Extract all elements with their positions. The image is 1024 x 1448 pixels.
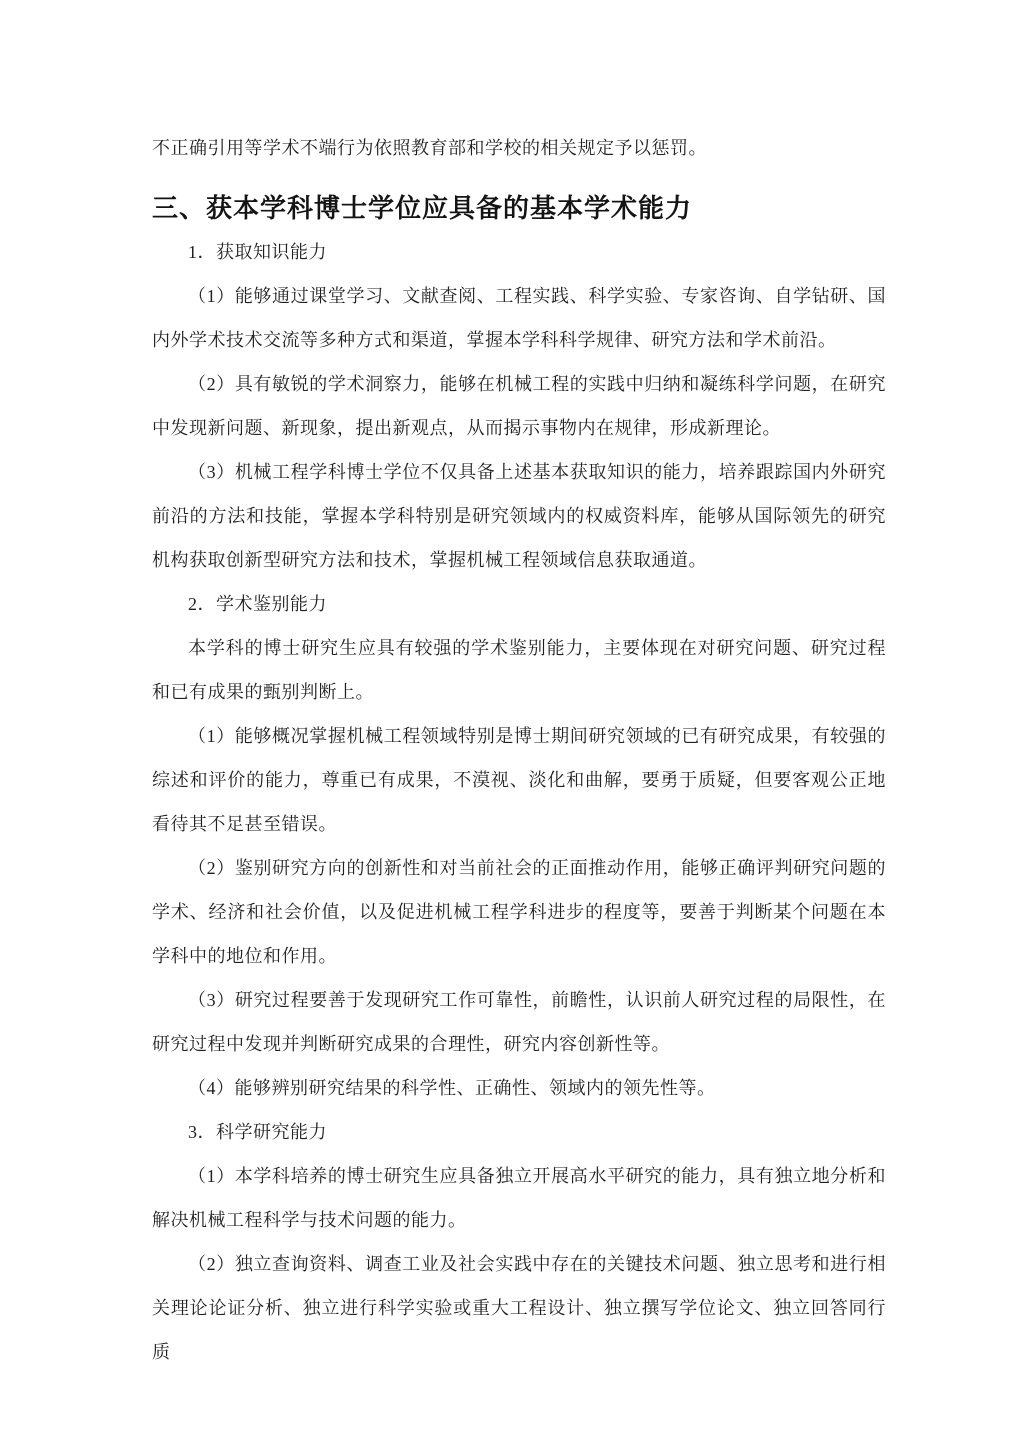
body-paragraph: （1）能够通过课堂学习、文献查阅、工程实践、科学实验、专家咨询、自学钻研、国内外学术技术交流等多种方式和渠道，掌握本学科科学规律、研究方法和学术前沿。 xyxy=(152,286,886,350)
body-paragraph: 本学科的博士研究生应具有较强的学术鉴别能力，主要体现在对研究问题、研究过程和已有成果的甄别判断上。 xyxy=(152,638,886,702)
subsection-title-2: 2．学术鉴别能力 xyxy=(188,594,327,614)
body-paragraph: （1）能够概况掌握机械工程领域特别是博士期间研究领域的已有研究成果，有较强的综述和评价的能力，尊重已有成果，不漠视、淡化和曲解，要勇于质疑，但要客观公正地看待其不足甚至错误。 xyxy=(152,726,886,834)
subsection-title-3: 3．科学研究能力 xyxy=(188,1122,327,1142)
section-heading-3: 三、获本学科博士学位应具备的基本学术能力 xyxy=(152,193,693,223)
body-paragraph: （2）具有敏锐的学术洞察力，能够在机械工程的实践中归纳和凝练科学问题，在研究中发现新问题、新现象，提出新观点，从而揭示事物内在规律，形成新理论。 xyxy=(152,374,886,438)
body-paragraph: （3）研究过程要善于发现研究工作可靠性，前瞻性，认识前人研究过程的局限性，在研究过程中发现并判断研究成果的合理性，研究内容创新性等。 xyxy=(152,990,886,1054)
body-paragraph: （2）独立查询资料、调查工业及社会实践中存在的关键技术问题、独立思考和进行相关理论论证分析、独立进行科学实验或重大工程设计、独立撰写学位论文、独立回答同行质 xyxy=(152,1254,886,1362)
body-paragraph: （1）本学科培养的博士研究生应具备独立开展高水平研究的能力，具有独立地分析和解决机械工程科学与技术问题的能力。 xyxy=(152,1166,886,1230)
body-paragraph: （2）鉴别研究方向的创新性和对当前社会的正面推动作用，能够正确评判研究问题的学术、经济和社会价值，以及促进机械工程学科进步的程度等，要善于判断某个问题在本学科中的地位和作用。 xyxy=(152,858,886,966)
subsection-title-1: 1．获取知识能力 xyxy=(188,242,327,262)
body-paragraph: （3）机械工程学科博士学位不仅具备上述基本获取知识的能力，培养跟踪国内外研究前沿的方法和技能，掌握本学科特别是研究领域内的权威资料库，能够从国际领先的研究机构获取创新型研究方法和技术，掌握机械工程领域信息获取通道。 xyxy=(152,462,886,570)
continuation-paragraph: 不正确引用等学术不端行为依照教育部和学校的相关规定予以惩罚。 xyxy=(152,138,707,158)
body-paragraph: （4）能够辨别研究结果的科学性、正确性、领域内的领先性等。 xyxy=(188,1078,716,1098)
